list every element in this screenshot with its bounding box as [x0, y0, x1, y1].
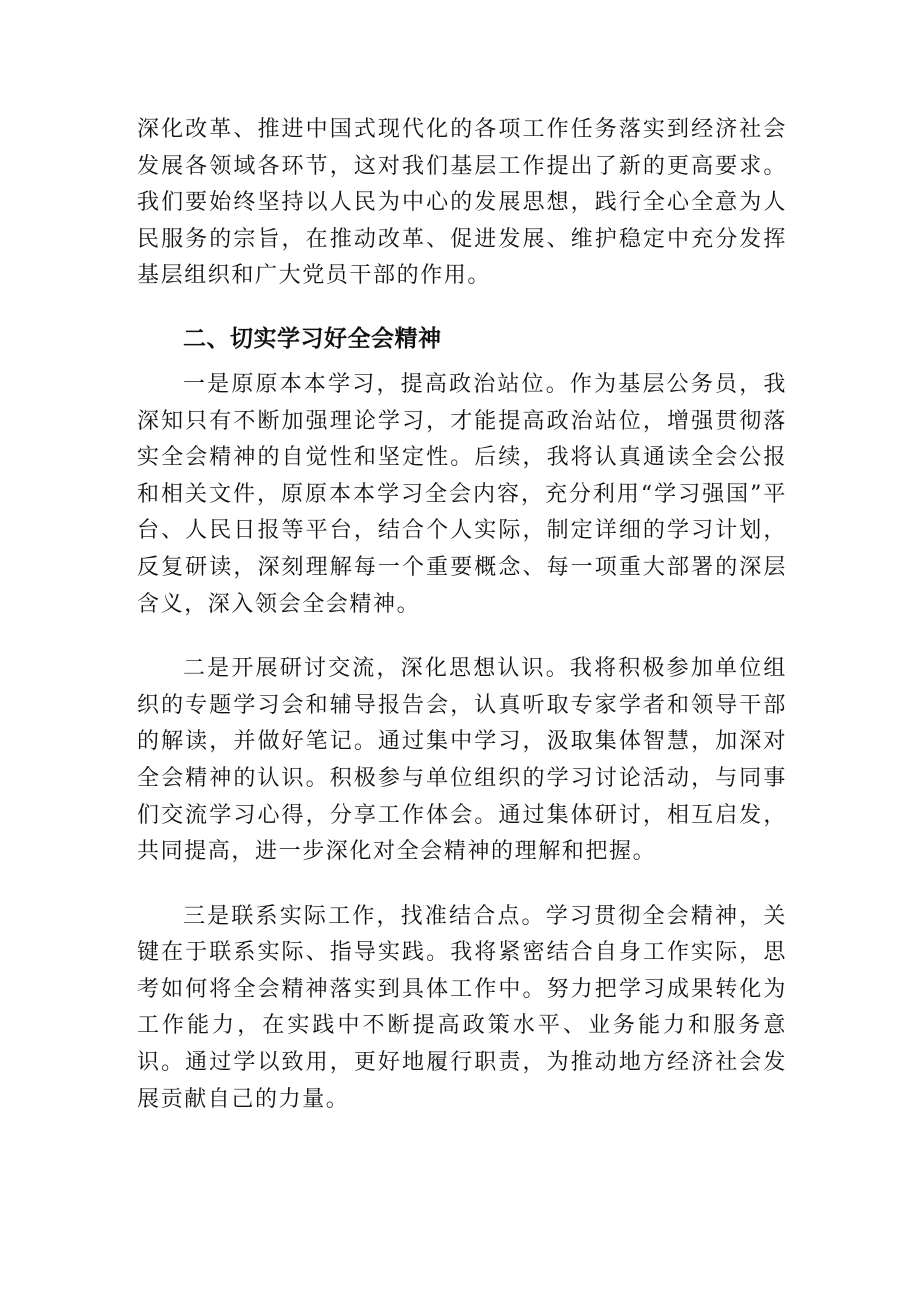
- paragraph-discussion: 二是开展研讨交流，深化思想认识。我将积极参加单位组织的专题学习会和辅导报告会，认真听取专家学者和领导干部的解读，并做好笔记。通过集中学习，汲取集体智慧，加深对全会精神的认识。积极参与单位组织的学习讨论活动，与同事们交流学习心得，分享工作体会。通过集体研讨，相互启发，共同提高，进一步深化对全会精神的理解和把握。: [137, 656, 787, 865]
- intro-paragraph: 深化改革、推进中国式现代化的各项工作任务落实到经济社会发展各领域各环节，这对我们基层工作提出了新的更高要求。我们要始终坚持以人民为中心的发展思想，践行全心全意为人民服务的宗旨，在推动改革、促进发展、维护稳定中充分发挥基层组织和广大党员干部的作用。: [137, 117, 787, 289]
- paragraph-study: 一是原原本本学习，提高政治站位。作为基层公务员，我深知只有不断加强理论学习，才能提高政治站位，增强贯彻落实全会精神的自觉性和坚定性。后续，我将认真通读全会公报和相关文件，原原本本学习全会内容，充分利用“学习强国”平台、人民日报等平台，结合个人实际，制定详细的学习计划，反复研读，深刻理解每一个重要概念、每一项重大部署的深层含义，深入领会全会精神。: [137, 371, 787, 617]
- paragraph-practice: 三是联系实际工作，找准结合点。学习贯彻全会精神，关键在于联系实际、指导实践。我将紧密结合自身工作实际，思考如何将全会精神落实到具体工作中。努力把学习成果转化为工作能力，在实践中不断提高政策水平、业务能力和服务意识。通过学以致用，更好地履行职责，为推动地方经济社会发展贡献自己的力量。: [137, 903, 787, 1112]
- section-heading: 二、切实学习好全会精神: [183, 325, 442, 352]
- document-page: [137, 112, 787, 1118]
